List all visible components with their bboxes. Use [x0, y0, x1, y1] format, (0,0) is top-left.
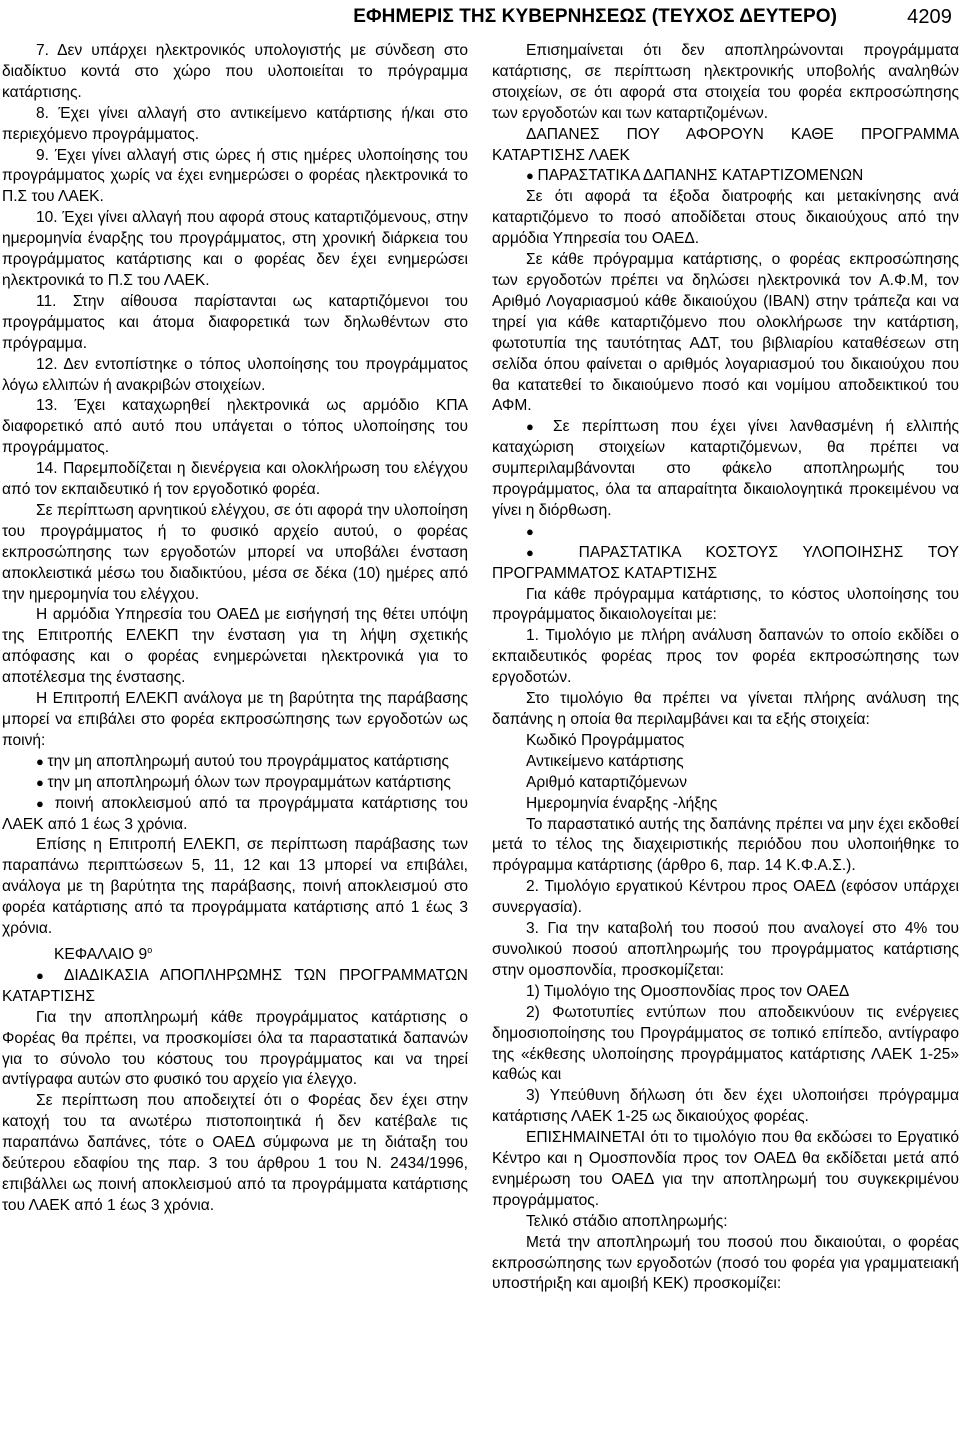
- paragraph: 2) Φωτοτυπίες εντύπων που αποδεικνύουν τις ενέργειες δημοσιοποίησης του Προγράμματος σε τοπικό επίπεδο, αντίγραφο της «έκθεσης υλοποίησης προγράμματος κατάρτισης ΛΑΕΚ 1-25» καθώς και: [492, 1003, 959, 1084]
- paragraph: Τελικό στάδιο αποπληρωμής:: [526, 1212, 728, 1230]
- paragraph: 8. Έχει γίνει αλλαγή στο αντικείμενο κατάρτισης ή/και στο περιεχόμενο προγράμματος.: [2, 104, 468, 143]
- bullet-heading: ● ΠΑΡΑΣΤΑΤΙΚΑ ΚΟΣΤΟΥΣ ΥΛΟΠΟΙΗΣΗΣ ΤΟΥ ΠΡΟΓΡΑΜΜΑΤΟΣ ΚΑΤΑΡΤΙΣΗΣ: [492, 543, 959, 585]
- paragraph: ΕΠΙΣΗΜΑΙΝΕΤΑΙ ότι το τιμολόγιο που θα εκδώσει το Εργατικό Κέντρο και η Ομοσπονδία προς τον ΟΑΕΔ θα εκδίδεται μετά από ενημέρωση του ΟΑΕΔ για την αποπληρωμή του συγκεκριμένου προγράμματος.: [492, 1129, 959, 1209]
- empty-bullet: [492, 522, 959, 543]
- paragraph: 11. Στην αίθουσα παρίστανται ως καταρτιζόμενοι του προγράμματος και άτομα διαφορετικά των δηλωθέντων στο πρόγραμμα.: [2, 292, 468, 352]
- paragraph: 9. Έχει γίνει αλλαγή στις ώρες ή στις ημέρες υλοποίησης του προγράμματος χωρίς να έχει ενημερώσει ο φορέας ηλεκτρονικά το Π.Σ του ΛΑΕΚ.: [2, 146, 468, 206]
- paragraph: Στο τιμολόγιο θα πρέπει να γίνεται πλήρης ανάλυση της δαπάνης η οποία θα περιλαμβάνει και τα εξής στοιχεία:: [492, 690, 959, 728]
- paragraph: Η Επιτροπή ΕΛΕΚΠ ανάλογα με τη βαρύτητα της παράβασης μπορεί να επιβάλει στο φορέα εκπροσώπησης των εργοδοτών ως ποινή:: [2, 690, 468, 749]
- paragraph: Για κάθε πρόγραμμα κατάρτισης, το κόστος υλοποίησης του προγράμματος δικαιολογείται με:: [492, 585, 959, 624]
- paragraph: 7. Δεν υπάρχει ηλεκτρονικός υπολογιστής με σύνδεση στο διαδίκτυο κοντά στο χώρο που υλοποιείται το πρόγραμμα κατάρτισης.: [2, 42, 468, 101]
- paragraph: Επισημαίνεται ότι δεν αποπληρώνονται προγράμματα κατάρτισης, σε περίπτωση ηλεκτρονικής υποβολής αναληθών στοιχείων, σε ότι αφορά στα στοιχεία του φορέα εκπροσώπησης των εργοδοτών και των καταρτιζομένων.: [492, 42, 959, 122]
- chapter-label: ΚΕΦΑΛΑΙΟ 9: [54, 945, 148, 963]
- bullet-item: ● ποινή αποκλεισμού από τα προγράμματα κατάρτισης του ΛΑΕΚ από 1 έως 3 χρόνια.: [2, 794, 468, 836]
- paragraph: Επίσης η Επιτροπή ΕΛΕΚΠ, σε περίπτωση παράβασης των παραπάνω περιπτώσεων 5, 11, 12 και 13 μπορεί να επιβάλει, ανάλογα με τη βαρύτητα της παράβασης, ποινή αποκλεισμού στο φορέα κατάρτισης από τα προγράμματα κατάρτισης από 1 έως 3 χρόνια.: [2, 836, 468, 938]
- gazette-title: ΕΦΗΜΕΡΙΣ ΤΗΣ ΚΥΒΕΡΝΗΣΕΩΣ (ΤΕΥΧΟΣ ΔΕΥΤΕΡΟ): [353, 6, 838, 27]
- bullet-paragraph: ● Σε περίπτωση που έχει γίνει λανθασμένη ή ελλιπής καταχώριση στοιχείων καταρτιζόμενων, θα πρέπει να συμπεριλαμβάνονται στο φάκελο αποπληρωμής του προγράμματος, όλα τα απαραίτητα δικαιολογητικά προκειμένου να γίνει η διόρθωση.: [492, 417, 959, 522]
- paragraph: 1. Τιμολόγιο με πλήρη ανάλυση δαπανών το οποίο εκδίδει ο εκπαιδευτικός φορέας προς τον φορέα εκπροσώπησης των εργοδοτών.: [492, 627, 959, 687]
- chapter-heading: [2, 940, 468, 966]
- page-header: [0, 0, 960, 34]
- paragraph: 2. Τιμολόγιο εργατικού Κέντρου προς ΟΑΕΔ (εφόσον υπάρχει συνεργασία).: [492, 878, 959, 917]
- bullet-item: ● την μη αποπληρωμή όλων των προγραμμάτων κατάρτισης: [2, 773, 468, 794]
- paragraph: Για την αποπληρωμή κάθε προγράμματος κατάρτισης ο Φορέας θα πρέπει, να προσκομίσει όλα τα παραστατικά δαπανών για το σύνολο του κόστους του προγράμματος και να τηρεί αντίγραφα αυτών στο φυσικό του αρχείο για έλεγχο.: [2, 1008, 468, 1089]
- list-item: Κωδικό Προγράμματος: [526, 731, 685, 749]
- paragraph: Σε ότι αφορά τα έξοδα διατροφής και μετακίνησης ανά καταρτιζόμενο το ποσό αποδίδεται στους δικαιούχους από την αρμόδια Υπηρεσία του ΟΑΕΔ.: [492, 188, 959, 248]
- paragraph: Η αρμόδια Υπηρεσία του ΟΑΕΔ με εισήγησή της θέτει υπόψη της Επιτροπής ΕΛΕΚΠ την ένσταση για τη λήψη σχετικής απόφασης και ο φορέας ενημερώνεται ηλεκτρονικά για το αποτέλεσμα της ένστασης.: [2, 606, 468, 687]
- paragraph: Σε περίπτωση αρνητικού ελέγχου, σε ότι αφορά την υλοποίηση του προγράμματος ή το φυσικό αρχείο αυτού, ο φορέας εκπροσώπησης των εργοδοτών μπορεί να υποβάλει ένσταση αποκλειστικά μέσω του διαδικτύου, μέσα σε δέκα (10) ημέρες από την ημερομηνία του ελέγχου.: [2, 501, 468, 603]
- chapter-superscript: ο: [147, 944, 153, 955]
- list-item: Ημερομηνία έναρξης -λήξης: [526, 794, 718, 812]
- paragraph: 1) Τιμολόγιο της Ομοσπονδίας προς τον ΟΑΕΔ: [526, 982, 850, 1000]
- paragraph: 14. Παρεμποδίζεται η διενέργεια και ολοκλήρωση του ελέγχου από τον εκπαιδευτικό ή τον εργοδοτικό φορέα.: [2, 460, 468, 499]
- paragraph: Μετά την αποπληρωμή του ποσού που δικαιούται, ο φορέας εκπροσώπησης των εργοδοτών (ποσό του φορέα για γραμματειακή υποστήριξη και αμοιβή ΚΕΚ) προσκομίζει:: [492, 1233, 959, 1293]
- paragraph: 3) Υπεύθυνη δήλωση ότι δεν έχει υλοποιήσει πρόγραμμα κατάρτισης ΛΑΕΚ 1-25 ως δικαιούχος φορέας.: [492, 1087, 959, 1126]
- paragraph: 12. Δεν εντοπίστηκε ο τόπος υλοποίησης του προγράμματος λόγω ελλιπών ή ανακριβών στοιχείων.: [2, 355, 468, 394]
- paragraph: 13. Έχει καταχωρηθεί ηλεκτρονικά ως αρμόδιο ΚΠΑ διαφορετικό από αυτό που υπάγεται ο τόπος υλοποίησης του προγράμματος.: [2, 397, 468, 457]
- paragraph: Το παραστατικό αυτής της δαπάνης πρέπει να μην έχει εκδοθεί μετά το τέλος της διαχειριστικής περιόδου που υλοποιήθηκε το πρόγραμμα κατάρτισης (άρθρο 6, παρ. 14 Κ.Φ.Α.Σ.).: [492, 815, 959, 875]
- paragraph: Σε περίπτωση που αποδειχτεί ότι ο Φορέας δεν έχει στην κατοχή του τα ανωτέρω πιστοποιητικά ή δεν κατέβαλε τις παραπάνω δαπάνες, τότε ο ΟΑΕΔ σύμφωνα με τη διάταξη του δεύτερου εδαφίου της παρ. 3 του άρθρου 1 του Ν. 2434/1996, επιβάλλει ως ποινή αποκλεισμού από τα προγράμματα κατάρτισης του ΛΑΕΚ από 1 έως 3 χρόνια.: [2, 1092, 468, 1214]
- section-heading: ΔΑΠΑΝΕΣ ΠΟΥ ΑΦΟΡΟΥΝ ΚΑΘΕ ΠΡΟΓΡΑΜΜΑ ΚΑΤΑΡΤΙΣΗΣ ΛΑΕΚ: [492, 125, 959, 164]
- paragraph: Σε κάθε πρόγραμμα κατάρτισης, ο φορέας εκπροσώπησης των εργοδοτών πρέπει να δηλώσει ηλεκτρονικά τον Α.Φ.Μ, τον Αριθμό Λογαριασμού κάθε δικαιούχου (IBAN) στην τράπεζα και να τηρεί για κάθε καταρτιζόμενο που ολοκλήρωσε την κατάρτιση, φωτοτυπία της ταυτότητας ΑΔΤ, του βιβλιαρίου καταθέσεων στη σελίδα όπου φαίνεται ο αριθμός λογαριασμού του δικαιούχου που θα κατατεθεί το δικαιούμενο ποσό και νομίμου αποδεικτικού του ΑΦΜ.: [492, 251, 959, 415]
- bullet-item: ● την μη αποπληρωμή αυτού του προγράμματος κατάρτισης: [2, 752, 468, 773]
- list-item: Αριθμό καταρτιζόμενων: [526, 773, 687, 791]
- left-column: [2, 41, 468, 1217]
- bullet-heading: ● ΠΑΡΑΣΤΑΤΙΚΑ ΔΑΠΑΝΗΣ ΚΑΤΑΡΤΙΖΟΜΕΝΩΝ: [492, 166, 959, 187]
- page-number: 4209: [907, 5, 952, 28]
- paragraph: 10. Έχει γίνει αλλαγή που αφορά στους καταρτιζόμενους, στην ημερομηνία έναρξης του προγράμματος, στη χρονική διάρκεια του προγράμματος κατάρτισης και ο φορέας δεν έχει ενημερώσει ηλεκτρονικά το Π.Σ του ΛΑΕΚ.: [2, 209, 468, 289]
- section-heading: ● ΔΙΑΔΙΚΑΣΙΑ ΑΠΟΠΛΗΡΩΜΗΣ ΤΩΝ ΠΡΟΓΡΑΜΜΑΤΩΝ ΚΑΤΑΡΤΙΣΗΣ: [2, 966, 468, 1008]
- right-column: [492, 41, 959, 1295]
- paragraph: 3. Για την καταβολή του ποσού που αναλογεί στο 4% του συνολικού ποσού αποπληρωμής του προγράμματος κατάρτισης στην ομοσπονδία, προσκομίζεται:: [492, 920, 959, 979]
- list-item: Αντικείμενο κατάρτισης: [526, 752, 684, 770]
